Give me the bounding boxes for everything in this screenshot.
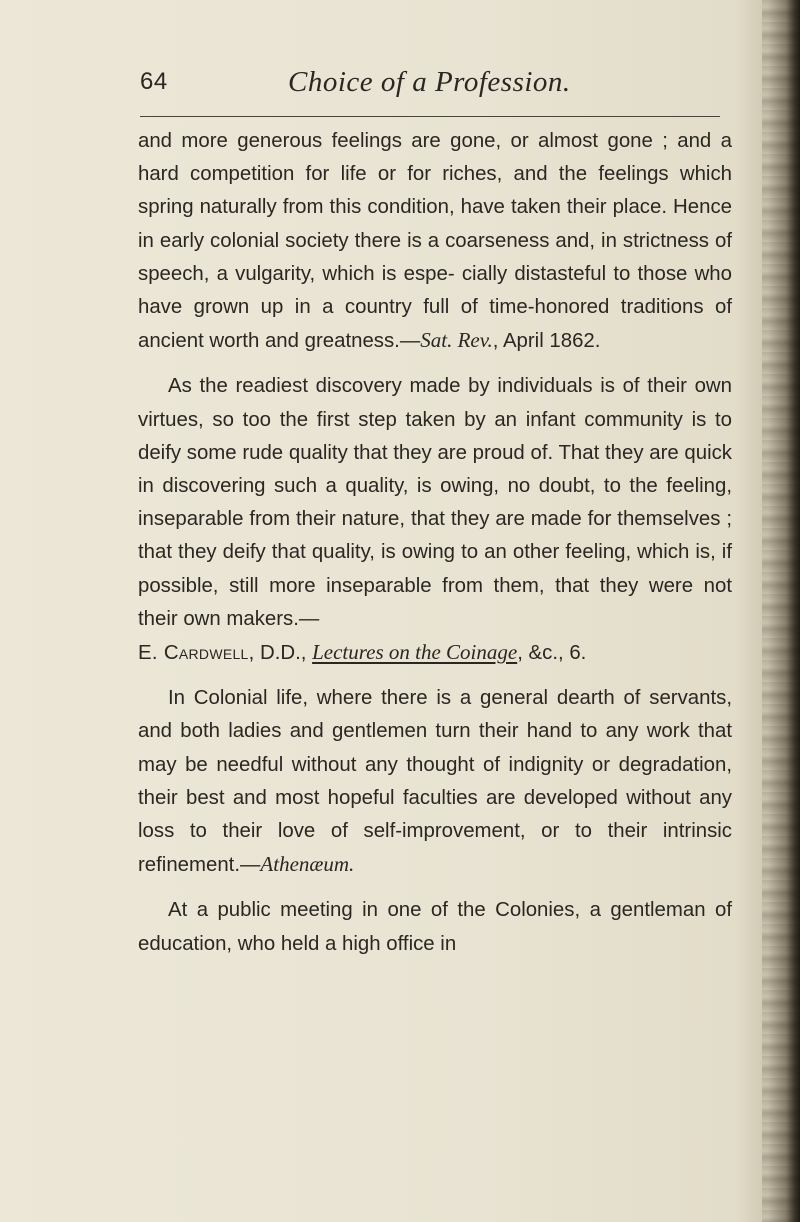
page-number: 64 xyxy=(140,68,168,95)
paragraph-3-text: In Colonial life, where there is a general dearth of servants, and both ladies and gentlemen turn their hand to any work that may be needful without any thought of indignity or degradation, their best and most hopeful faculties are developed without any loss to their love of self-improvement, or to their intrinsic refinement.— xyxy=(138,687,732,877)
citation-author: E. Cardwell xyxy=(138,642,249,665)
running-head xyxy=(140,68,720,104)
paragraph-3 xyxy=(138,682,732,882)
running-title: Choice of a Profession. xyxy=(288,66,571,98)
paragraph-2-text: As the readiest discovery made by individuals is of their own virtues, so too the first step taken by an infant community is to deify some rude quality that they are proud of. That they are quick in discovering such a quality, is owing, no doubt, to the feeling, inseparable from their nature, that they are made for themselves ; that they deify that quality, is owing to an other feeling, which is, if possible, still more inseparable from them, that they were not their own makers.— xyxy=(138,375,732,630)
header-rule xyxy=(140,116,720,117)
citation-source: Sat. Rev. xyxy=(420,328,493,353)
citation-author-suffix: , D.D., xyxy=(248,642,313,665)
citation-tail: , &c., 6. xyxy=(517,642,587,665)
paragraph-2 xyxy=(138,370,732,670)
body-text xyxy=(138,125,732,961)
page-edge-shadow xyxy=(762,0,800,1222)
citation-work: Lectures on the Coinage xyxy=(312,640,518,665)
paragraph-4 xyxy=(138,894,732,960)
paragraph-4-text: At a public meeting in one of the Colonies, a gentleman of education, who held a high office in xyxy=(138,899,732,955)
citation-date: , April 1862. xyxy=(492,330,601,353)
paragraph-1 xyxy=(138,125,732,358)
paragraph-1-text: and more generous feelings are gone, or almost gone ; and a hard competition for life or for riches, and the feelings which spring naturally from this condition, have taken their place. Hence in early colonial society there is a coarseness and, in strictness of speech, a vulgarity, which is espe- cially distasteful to those who have grown up in a country full of time-honored traditions of ancient worth and greatness.— xyxy=(138,130,732,353)
citation-source: Athenæum. xyxy=(260,852,355,877)
